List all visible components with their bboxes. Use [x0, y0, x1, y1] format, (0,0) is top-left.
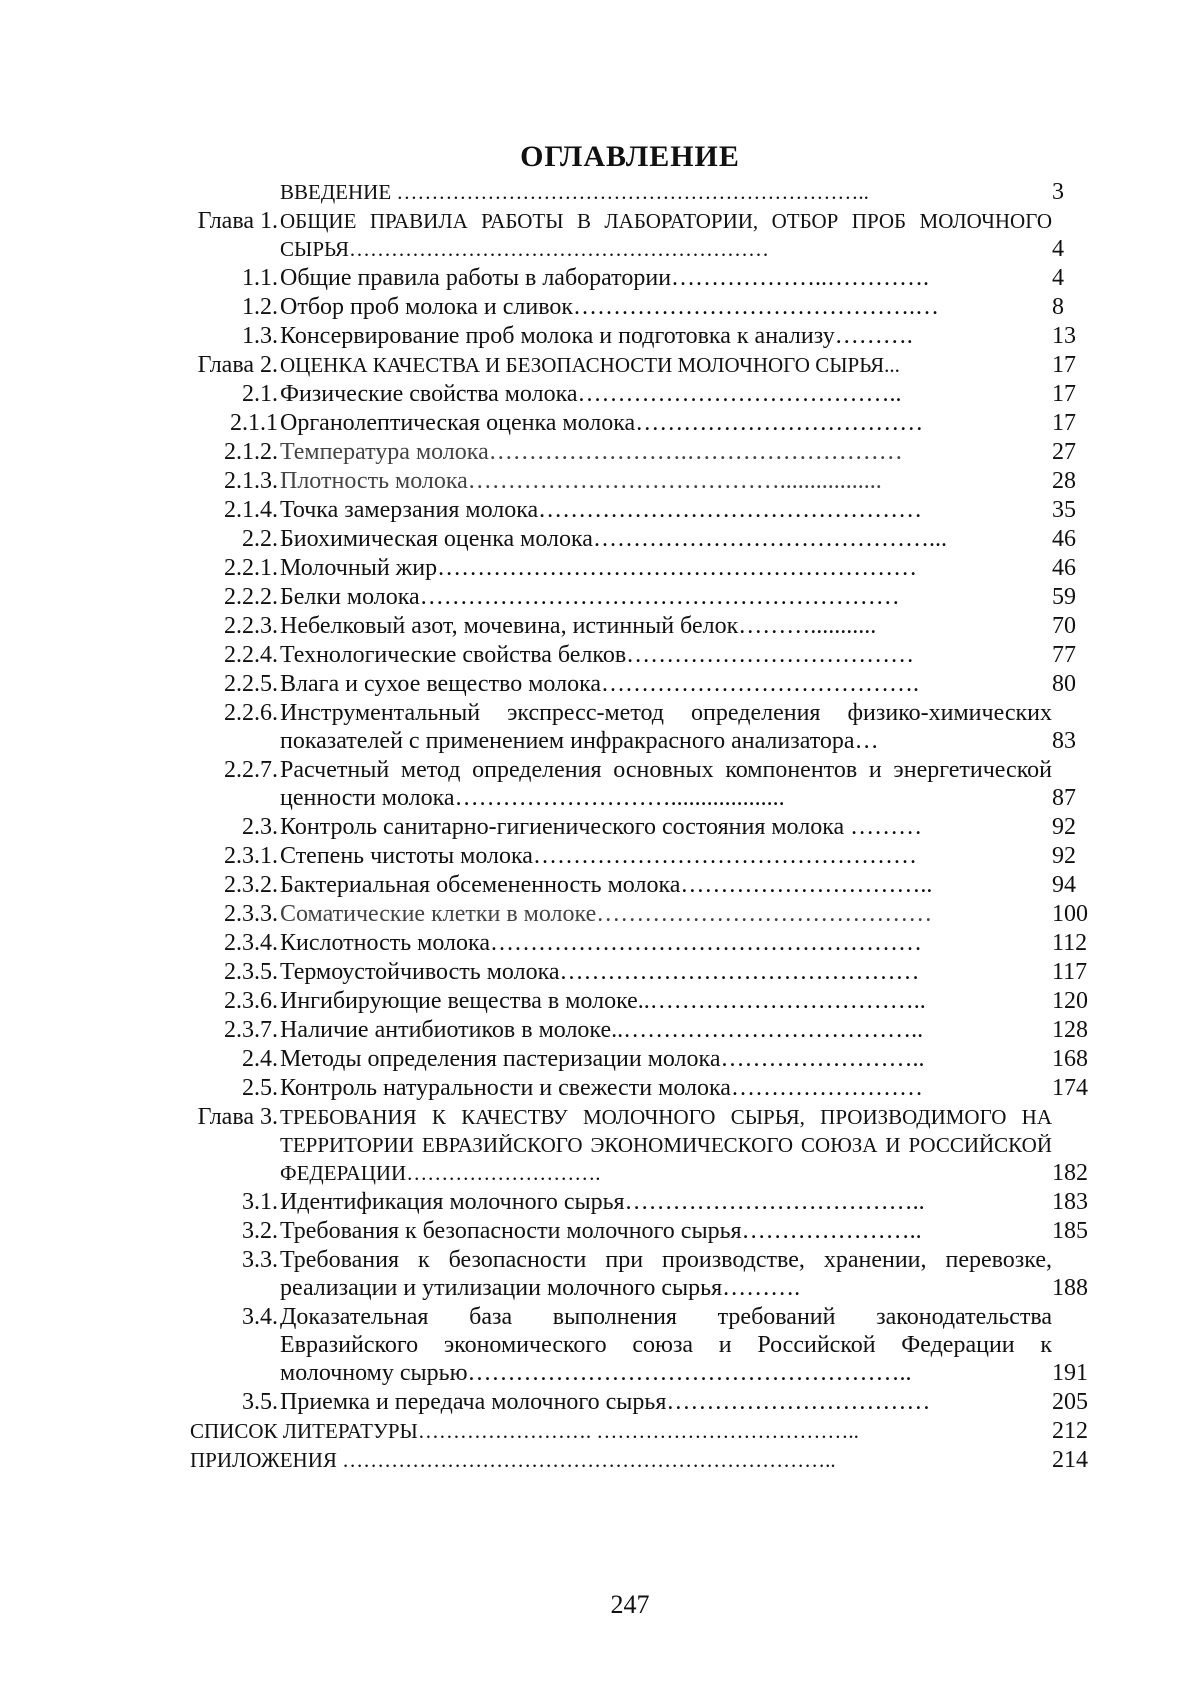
toc-entry-number: Глава 1.: [198, 207, 278, 235]
toc-entry-page: 128: [1052, 1016, 1104, 1044]
toc-entry-title: Степень чистоты молока…………………………………………: [280, 842, 1052, 870]
toc-entry-page: 17: [1052, 351, 1104, 379]
toc-entry-title: Инструментальный экспресс-метод определения физико-химических показателей с применением инфракрасного анализатора…: [280, 699, 1052, 755]
toc-entry-number: 3.4.: [242, 1303, 278, 1331]
page-number: 247: [0, 1590, 1200, 1620]
toc-entry: [0, 699, 1200, 756]
toc-entry: [0, 1045, 1200, 1074]
toc-entry-number: 3.5.: [242, 1388, 278, 1416]
toc-entry-number: 2.1.2.: [224, 438, 278, 466]
toc-entry-title: ВВЕДЕНИЕ …………………………………………………………..: [280, 178, 1052, 206]
toc-entry: [0, 641, 1200, 670]
toc-entry: [0, 1188, 1200, 1217]
toc-entry-number: 1.2.: [242, 293, 278, 321]
toc-entry: [0, 178, 1200, 207]
toc-entry-number: 2.2.: [242, 525, 278, 553]
toc-entry-page: 27: [1052, 438, 1104, 466]
toc-entry-title: Приемка и передача молочного сырья……………………………: [280, 1388, 1052, 1416]
toc-entry: [0, 264, 1200, 293]
toc-entry-number: 2.2.1.: [224, 554, 278, 582]
toc-entry-title: Контроль санитарно-гигиенического состояния молока ………: [280, 813, 1052, 841]
toc-entry: [0, 467, 1200, 496]
toc-entry-title: Органолептическая оценка молока………………………………: [280, 409, 1052, 437]
toc-entry: [0, 583, 1200, 612]
toc-entry-page: 174: [1052, 1074, 1104, 1102]
toc-entry-page: 83: [1052, 727, 1104, 755]
toc-entry-title: ОЦЕНКА КАЧЕСТВА И БЕЗОПАСНОСТИ МОЛОЧНОГО СЫРЬЯ...: [280, 351, 1052, 379]
toc-entry-page: 46: [1052, 554, 1104, 582]
toc-entry-page: 100: [1052, 900, 1104, 928]
toc-entry-page: 8: [1052, 293, 1104, 321]
toc-entry-title: Бактериальная обсемененность молока…………………………..: [280, 871, 1052, 899]
toc-entry-number: 2.3.6.: [224, 987, 278, 1015]
toc-entry-number: 2.3.7.: [224, 1016, 278, 1044]
toc-entry-number: 2.3.: [242, 813, 278, 841]
toc-entry-page: 70: [1052, 612, 1104, 640]
toc-entry: [0, 813, 1200, 842]
toc-entry-title: Методы определения пастеризации молока……………………..: [280, 1045, 1052, 1073]
toc-entry-title: Требования к безопасности при производстве, хранении, перевозке, реализации и утилизации молочного сырья……….: [280, 1246, 1052, 1302]
toc-entry-page: 212: [1052, 1417, 1104, 1445]
toc-entry-number: 3.3.: [242, 1246, 278, 1274]
toc-entry-number: 2.3.5.: [224, 958, 278, 986]
toc-entry-title: Наличие антибиотиков в молоке..………………………………..: [280, 1016, 1052, 1044]
toc-entry-title: Молочный жир……………………………………………………: [280, 554, 1052, 582]
toc-entry: [0, 1417, 1200, 1446]
toc-entry-number: 2.2.7.: [224, 756, 278, 784]
toc-entry: [0, 987, 1200, 1016]
toc-entry-page: 120: [1052, 987, 1104, 1015]
toc-entry-title: Технологические свойства белков………………………………: [280, 641, 1052, 669]
toc-entry-number: 2.5.: [242, 1074, 278, 1102]
toc-entry: [0, 958, 1200, 987]
toc-entry: [0, 409, 1200, 438]
toc-entry-page: 17: [1052, 409, 1104, 437]
toc-entry: [0, 871, 1200, 900]
toc-entry-title: Идентификация молочного сырья………………………………..: [280, 1188, 1052, 1216]
toc-entry-page: 112: [1052, 929, 1104, 957]
toc-entry: [0, 756, 1200, 813]
toc-entry-title: Требования к безопасности молочного сырья…………………..: [280, 1217, 1052, 1245]
toc-entry-title: Небелковый азот, мочевина, истинный белок………...........: [280, 612, 1052, 640]
toc-entry-title: ТРЕБОВАНИЯ К КАЧЕСТВУ МОЛОЧНОГО СЫРЬЯ, ПРОИЗВОДИМОГО НА ТЕРРИТОРИИ ЕВРАЗИЙСКОГО ЭКОНОМИЧЕСКОГО СОЮЗА И РОССИЙСКОЙ ФЕДЕРАЦИИ……………………….: [280, 1103, 1052, 1187]
toc-entry: [0, 293, 1200, 322]
toc-entry-page: 92: [1052, 813, 1104, 841]
toc-entry: [0, 1103, 1200, 1188]
toc-entry-number: 2.1.1: [230, 409, 278, 437]
toc-entry-number: 2.2.4.: [224, 641, 278, 669]
toc-entry-page: 35: [1052, 496, 1104, 524]
toc-entry-number: 1.1.: [242, 264, 278, 292]
toc-entry-title: Отбор проб молока и сливок…………………………………….…: [280, 293, 1052, 321]
toc-entry: [0, 322, 1200, 351]
toc-entry-title: Ингибирующие вещества в молоке..……………………………..: [280, 987, 1052, 1015]
toc-entry-title: ОБЩИЕ ПРАВИЛА РАБОТЫ В ЛАБОРАТОРИИ, ОТБОР ПРОБ МОЛОЧНОГО СЫРЬЯ……………………………………………………: [280, 207, 1052, 263]
toc-entry-page: 92: [1052, 842, 1104, 870]
toc-entry: [0, 842, 1200, 871]
toc-entry-page: 117: [1052, 958, 1104, 986]
table-of-contents: [0, 178, 1200, 1475]
toc-entry: [0, 1388, 1200, 1417]
toc-entry-page: 17: [1052, 380, 1104, 408]
toc-entry-number: 2.1.3.: [224, 467, 278, 495]
toc-entry-page: 183: [1052, 1188, 1104, 1216]
toc-entry-page: 4: [1052, 235, 1104, 263]
toc-entry-number: Глава 3.: [198, 1103, 278, 1131]
toc-entry: [0, 207, 1200, 264]
toc-entry-page: 77: [1052, 641, 1104, 669]
toc-title: ОГЛАВЛЕНИЕ: [0, 140, 1200, 174]
toc-entry-page: 3: [1052, 178, 1104, 206]
toc-entry-page: 59: [1052, 583, 1104, 611]
toc-entry-title: Контроль натуральности и свежести молока……………………: [280, 1074, 1052, 1102]
toc-entry: [0, 525, 1200, 554]
toc-entry-page: 94: [1052, 871, 1104, 899]
toc-entry-page: 188: [1052, 1274, 1104, 1302]
toc-entry-title: Точка замерзания молока…………………………………………: [280, 496, 1052, 524]
toc-entry-number: 2.2.5.: [224, 670, 278, 698]
toc-entry: [0, 1246, 1200, 1303]
toc-entry-number: 2.2.3.: [224, 612, 278, 640]
toc-entry-number: Глава 2.: [198, 351, 278, 379]
toc-entry-title: ПРИЛОЖЕНИЯ ……………………………………………………………..: [190, 1446, 1052, 1474]
toc-entry: [0, 612, 1200, 641]
toc-entry: [0, 1217, 1200, 1246]
toc-entry: [0, 438, 1200, 467]
toc-entry-page: 185: [1052, 1217, 1104, 1245]
toc-entry-title: Общие правила работы в лаборатории………………..………….: [280, 264, 1052, 292]
toc-entry-title: Расчетный метод определения основных компонентов и энергетической ценности молока………………………...................: [280, 756, 1052, 812]
toc-entry-number: 2.3.1.: [224, 842, 278, 870]
toc-entry-title: Белки молока……………………………………………………: [280, 583, 1052, 611]
toc-entry-title: Консервирование проб молока и подготовка к анализу……….: [280, 322, 1052, 350]
toc-entry-number: 1.3.: [242, 322, 278, 350]
toc-entry-number: 2.2.2.: [224, 583, 278, 611]
toc-entry-number: 2.3.3.: [224, 900, 278, 928]
toc-entry: [0, 670, 1200, 699]
toc-entry-number: 3.1.: [242, 1188, 278, 1216]
toc-entry-title: Физические свойства молока…………………………………..: [280, 380, 1052, 408]
toc-entry-page: 28: [1052, 467, 1104, 495]
toc-entry-page: 168: [1052, 1045, 1104, 1073]
toc-entry-title: Биохимическая оценка молока……………………………………...: [280, 525, 1052, 553]
toc-entry-number: 2.3.2.: [224, 871, 278, 899]
toc-entry: [0, 554, 1200, 583]
toc-entry-page: 13: [1052, 322, 1104, 350]
toc-entry-page: 80: [1052, 670, 1104, 698]
toc-entry-page: 205: [1052, 1388, 1104, 1416]
toc-entry-title: Температура молока…………………….………………………: [280, 438, 1052, 466]
toc-entry-page: 4: [1052, 264, 1104, 292]
toc-entry: [0, 900, 1200, 929]
toc-entry-number: 2.2.6.: [224, 699, 278, 727]
toc-entry-title: Влага и сухое вещество молока………………………………….: [280, 670, 1052, 698]
toc-entry: [0, 1074, 1200, 1103]
toc-entry-page: 214: [1052, 1446, 1104, 1474]
toc-entry: [0, 380, 1200, 409]
toc-entry-number: 2.4.: [242, 1045, 278, 1073]
toc-entry: [0, 1303, 1200, 1388]
toc-entry-number: 2.1.4.: [224, 496, 278, 524]
toc-entry-number: 2.3.4.: [224, 929, 278, 957]
toc-entry-page: 46: [1052, 525, 1104, 553]
toc-entry-title: Кислотность молока………………………………………………: [280, 929, 1052, 957]
toc-entry-number: 3.2.: [242, 1217, 278, 1245]
toc-entry-title: Соматические клетки в молоке……………………………………: [280, 900, 1052, 928]
toc-entry-title: Термоустойчивость молока………………………………………: [280, 958, 1052, 986]
toc-entry: [0, 1016, 1200, 1045]
toc-entry: [0, 1446, 1200, 1475]
toc-entry-page: 191: [1052, 1359, 1104, 1387]
toc-entry-page: 87: [1052, 784, 1104, 812]
toc-entry: [0, 496, 1200, 525]
toc-entry: [0, 929, 1200, 958]
toc-entry-title: Плотность молока………………………………….................: [280, 467, 1052, 495]
toc-entry-page: 182: [1052, 1159, 1104, 1187]
toc-entry: [0, 351, 1200, 380]
toc-entry-title: СПИСОК ЛИТЕРАТУРЫ……………………. ………………………………..: [190, 1417, 1052, 1445]
toc-entry-title: Доказательная база выполнения требований законодательства Евразийского экономического союза и Российской Федерации к молочному сырью………………………………………………..: [280, 1303, 1052, 1387]
toc-entry-number: 2.1.: [242, 380, 278, 408]
